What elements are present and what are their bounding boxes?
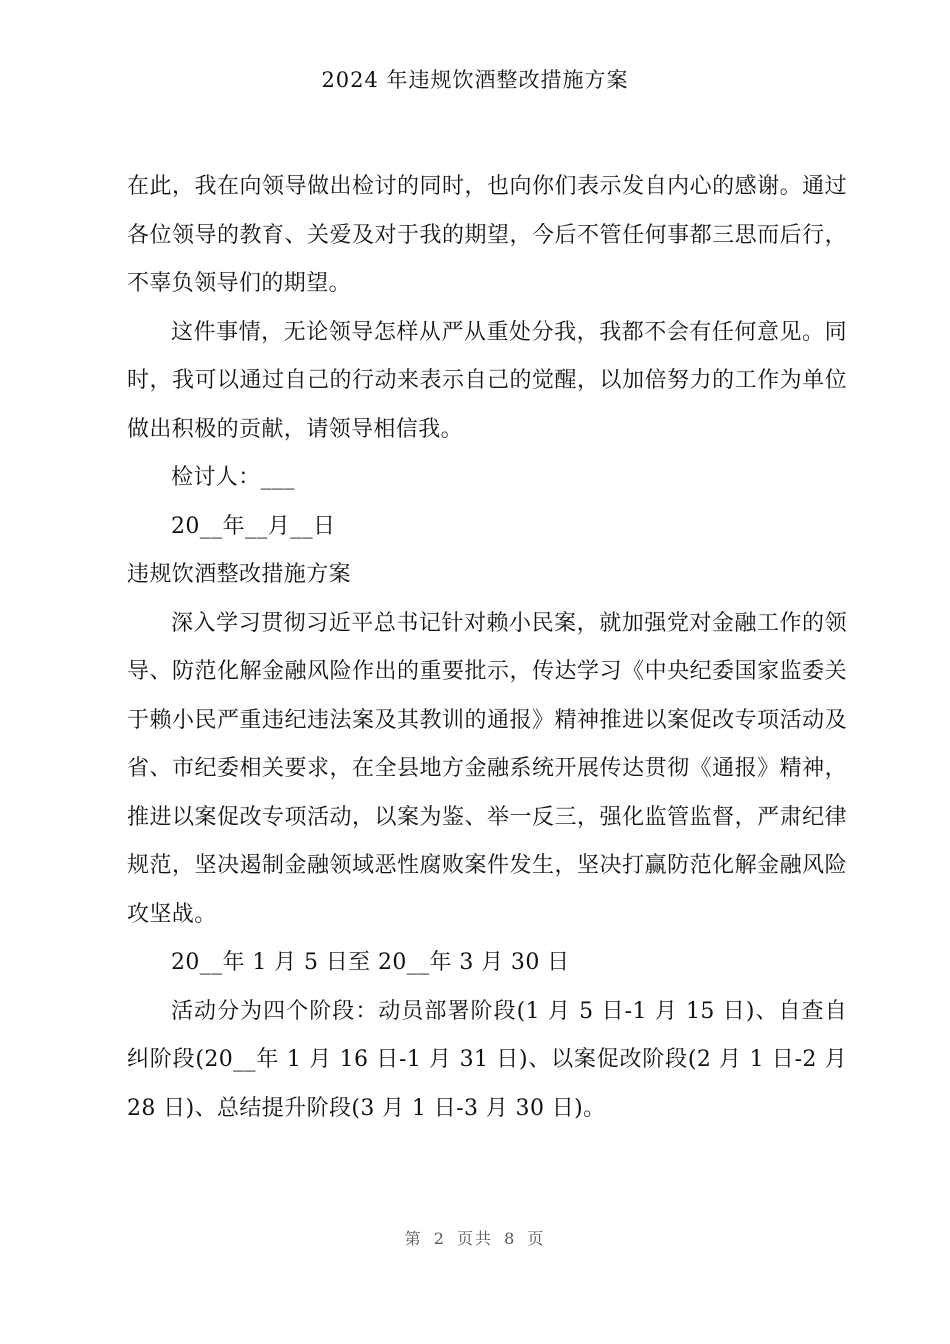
paragraph-gratitude: 在此，我在向领导做出检讨的同时，也向你们表示发自内心的感谢。通过各位领导的教育、关爱及对于我的期望，今后不管任何事都三思而后行，不辜负领导们的期望。 — [127, 174, 847, 296]
document-body — [127, 163, 847, 1133]
page-footer: 第 2 页共 8 页 — [404, 1229, 546, 1248]
date-line: 20__年__月__日 — [171, 513, 336, 539]
section-title: 违规饮酒整改措施方案 — [127, 562, 352, 587]
document-header-title: 2024 年违规饮酒整改措施方案 — [321, 68, 629, 92]
paragraph-stages: 活动分为四个阶段：动员部署阶段(1 月 5 日-1 月 15 日)、自查自纠阶段(20__年 1 月 16 日-1 月 31 日)、以案促改阶段(2 月 1 日-2 月 28 日)、总结提升阶段(3 月 1 日-3 月 30 日)。 — [127, 998, 847, 1121]
paragraph-period: 20__年 1 月 5 日至 20__年 3 月 30 日 — [171, 950, 570, 975]
paragraph-commitment: 这件事情，无论领导怎样从严从重处分我，我都不会有任何意见。同时，我可以通过自己的行动来表示自己的觉醒，以加倍努力的工作为单位做出积极的贡献，请领导相信我。 — [127, 319, 847, 442]
paragraph-purpose: 深入学习贯彻习近平总书记针对赖小民案，就加强党对金融工作的领导、防范化解金融风险作出的重要批示，传达学习《中央纪委国家监委关于赖小民严重违纪违法案及其教训的通报》精神推进以案促改专项活动及省、市纪委相关要求，在全县地方金融系统开展传达贯彻《通报》精神，推进以案促改专项活动，以案为鉴、举一反三，强化监管监督，严肃纪律规范，坚决遏制金融领域恶性腐败案件发生，坚决打赢防范化解金融风险攻坚战。 — [127, 610, 847, 927]
signature-line: 检讨人：___ — [171, 465, 295, 490]
